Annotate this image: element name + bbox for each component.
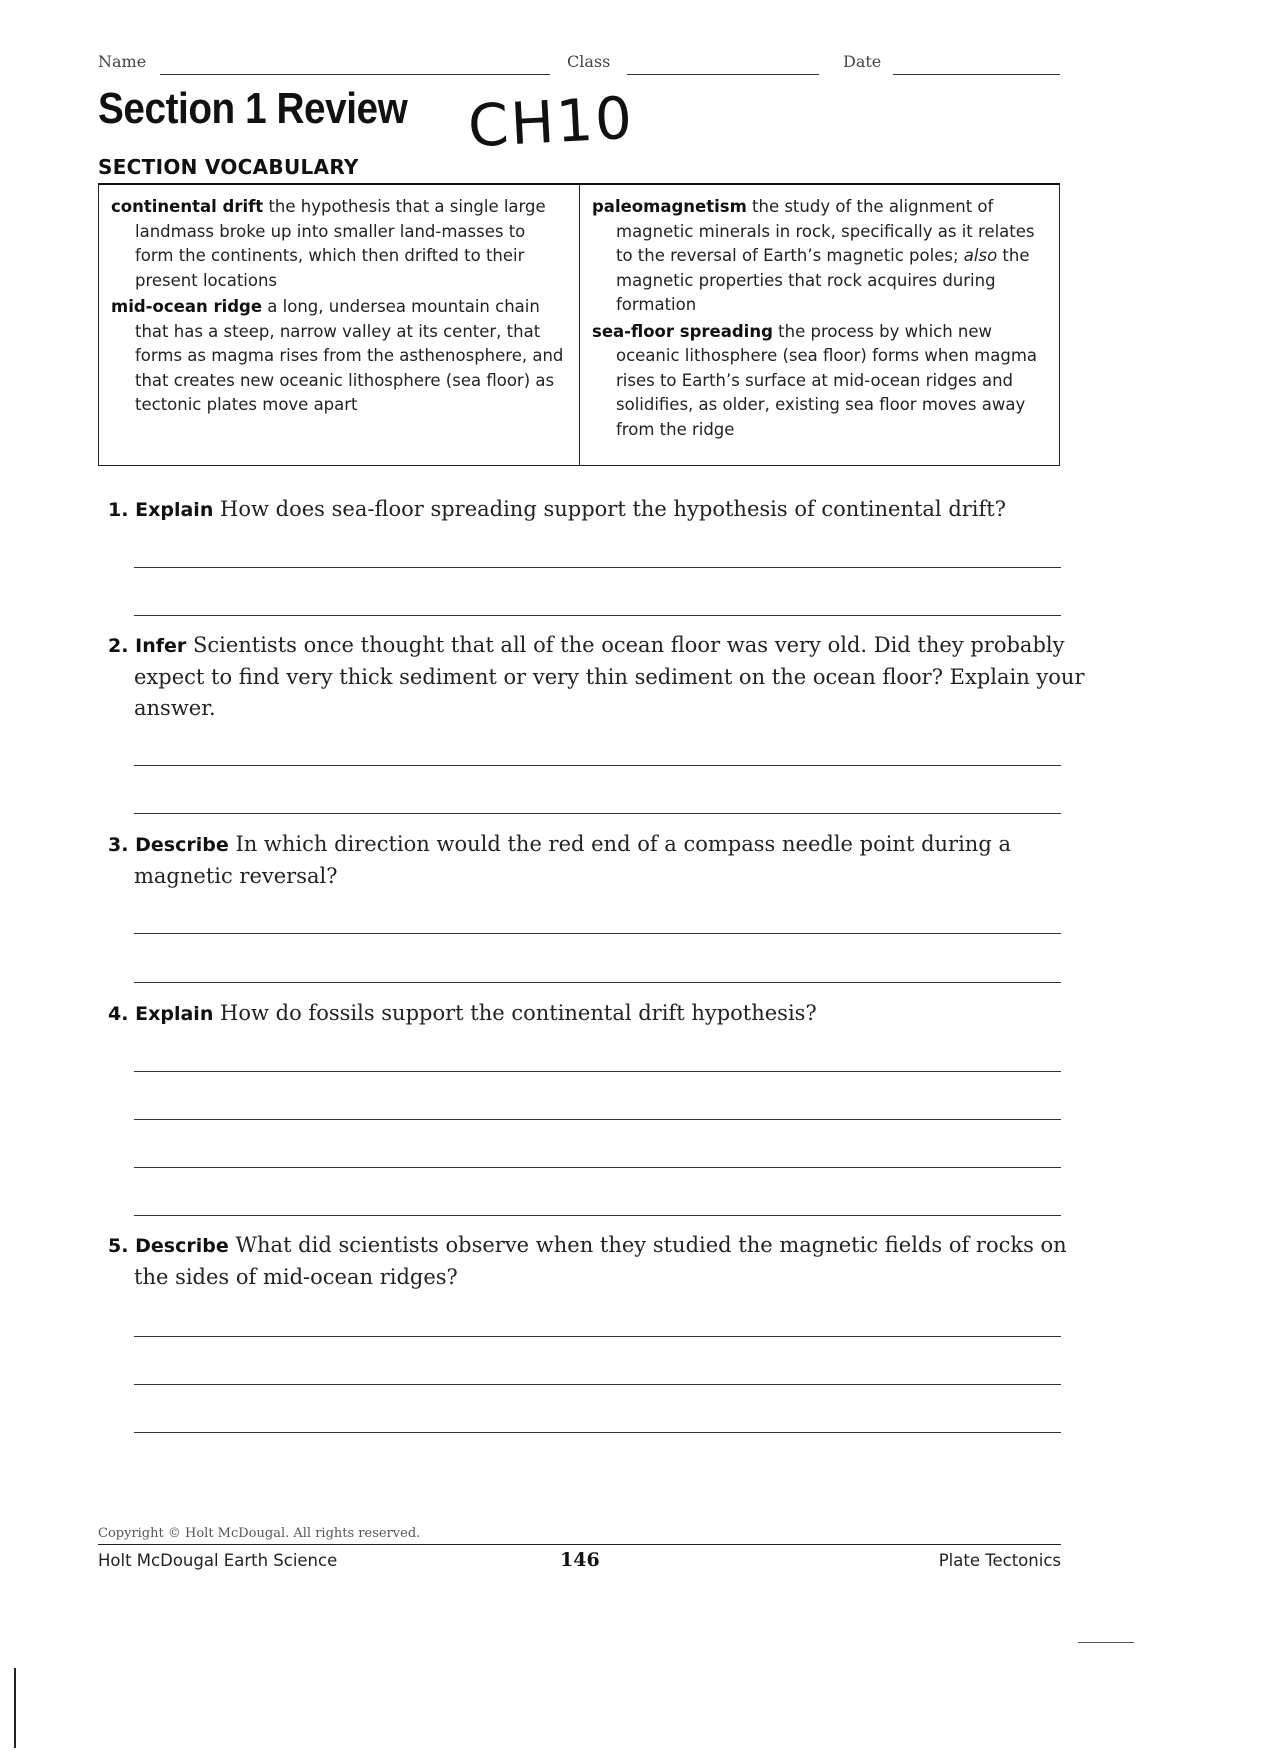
vocab-definition: a long, undersea mountain chain that has a steep, narrow valley at its center, that forms as magma rises from the asthenosphere, and that creates new oceanic lithosphere (sea floor) as tectonic plates move apart	[135, 297, 564, 414]
vocab-entry-continental-drift	[111, 195, 566, 293]
answer-line[interactable]	[134, 1119, 1061, 1120]
scan-edge-mark	[14, 1668, 16, 1748]
question-text: How do fossils support the continental drift hypothesis?	[220, 1001, 817, 1025]
answer-line[interactable]	[134, 765, 1061, 766]
vocab-entry-mid-ocean-ridge	[111, 295, 566, 418]
question-text: What did scientists observe when they studied the magnetic fields of rocks on the sides of mid-ocean ridges?	[134, 1233, 1067, 1289]
vocab-term: sea-floor spreading	[592, 321, 773, 341]
answer-line[interactable]	[134, 567, 1061, 568]
answer-line[interactable]	[134, 1336, 1061, 1337]
answer-line[interactable]	[134, 615, 1061, 616]
vocabulary-right-column	[592, 195, 1054, 444]
vocab-entry-paleomagnetism	[592, 195, 1054, 318]
question-1	[108, 494, 1094, 526]
question-verb: Describe	[135, 834, 229, 856]
question-verb: Describe	[135, 1235, 229, 1257]
question-verb: Explain	[135, 1003, 214, 1025]
question-verb: Infer	[135, 635, 187, 657]
vocab-definition: the magnetic properties that rock acquires during formation	[616, 246, 1030, 314]
page-number: 146	[560, 1549, 600, 1571]
question-text: In which direction would the red end of a compass needle point during a magnetic reversal?	[134, 832, 1011, 888]
answer-line[interactable]	[134, 1432, 1061, 1433]
vocab-definition: the hypothesis that a single large landmass broke up into smaller land-masses to form the continents, which then drifted to their present locations	[135, 197, 546, 290]
question-number: 5.	[108, 1235, 129, 1257]
question-text: Scientists once thought that all of the ocean floor was very old. Did they probably expect to find very thick sediment or very thin sediment on the ocean floor? Explain your answer.	[134, 633, 1085, 720]
question-number: 3.	[108, 834, 129, 856]
date-label: Date	[843, 52, 882, 71]
answer-line[interactable]	[134, 982, 1061, 983]
question-verb: Explain	[135, 499, 214, 521]
page-title: Section 1 Review	[98, 84, 408, 133]
handwritten-note: CH10	[466, 83, 636, 161]
copyright-notice: Copyright © Holt McDougal. All rights reserved.	[98, 1526, 421, 1541]
footer-chapter-title: Plate Tectonics	[938, 1551, 1061, 1570]
answer-line[interactable]	[134, 933, 1061, 934]
vocabulary-box	[98, 183, 1060, 466]
answer-line[interactable]	[134, 813, 1061, 814]
vocab-term: continental drift	[111, 197, 264, 216]
question-2	[108, 630, 1094, 724]
name-label: Name	[98, 52, 147, 71]
question-number: 2.	[108, 635, 129, 657]
date-field-line	[893, 74, 1060, 75]
class-label: Class	[567, 52, 611, 71]
answer-line[interactable]	[134, 1167, 1061, 1168]
vocab-definition: the study of the alignment of magnetic minerals in rock, specifically as it relates to the reversal of Earth’s magnetic poles;	[616, 197, 1035, 265]
vocab-term: paleomagnetism	[592, 197, 747, 216]
answer-line[interactable]	[134, 1071, 1061, 1072]
vocab-entry-sea-floor-spreading	[592, 320, 1054, 443]
vocabulary-left-column	[111, 195, 566, 420]
answer-line[interactable]	[134, 1384, 1061, 1385]
scan-edge-mark	[1078, 1642, 1134, 1643]
footer-book-title: Holt McDougal Earth Science	[98, 1551, 338, 1570]
footer-divider	[98, 1544, 1061, 1545]
vocab-term: mid-ocean ridge	[111, 297, 263, 316]
question-5	[108, 1230, 1094, 1293]
name-field-line	[160, 74, 550, 75]
vocab-definition: the process by which new oceanic lithosphere (sea floor) forms when magma rises to Earth’s surface at mid-ocean ridges and solidifies, as older, existing sea floor moves away from the ridge	[616, 321, 1038, 439]
question-4	[108, 998, 1094, 1030]
vocabulary-column-divider	[579, 185, 580, 465]
vocabulary-heading: SECTION VOCABULARY	[98, 155, 359, 179]
vocab-also: also	[963, 246, 998, 265]
class-field-line	[627, 74, 819, 75]
question-number: 4.	[108, 1003, 129, 1025]
question-text: How does sea-floor spreading support the hypothesis of continental drift?	[220, 497, 1006, 521]
answer-line[interactable]	[134, 1215, 1061, 1216]
question-3	[108, 829, 1094, 892]
question-number: 1.	[108, 499, 129, 521]
